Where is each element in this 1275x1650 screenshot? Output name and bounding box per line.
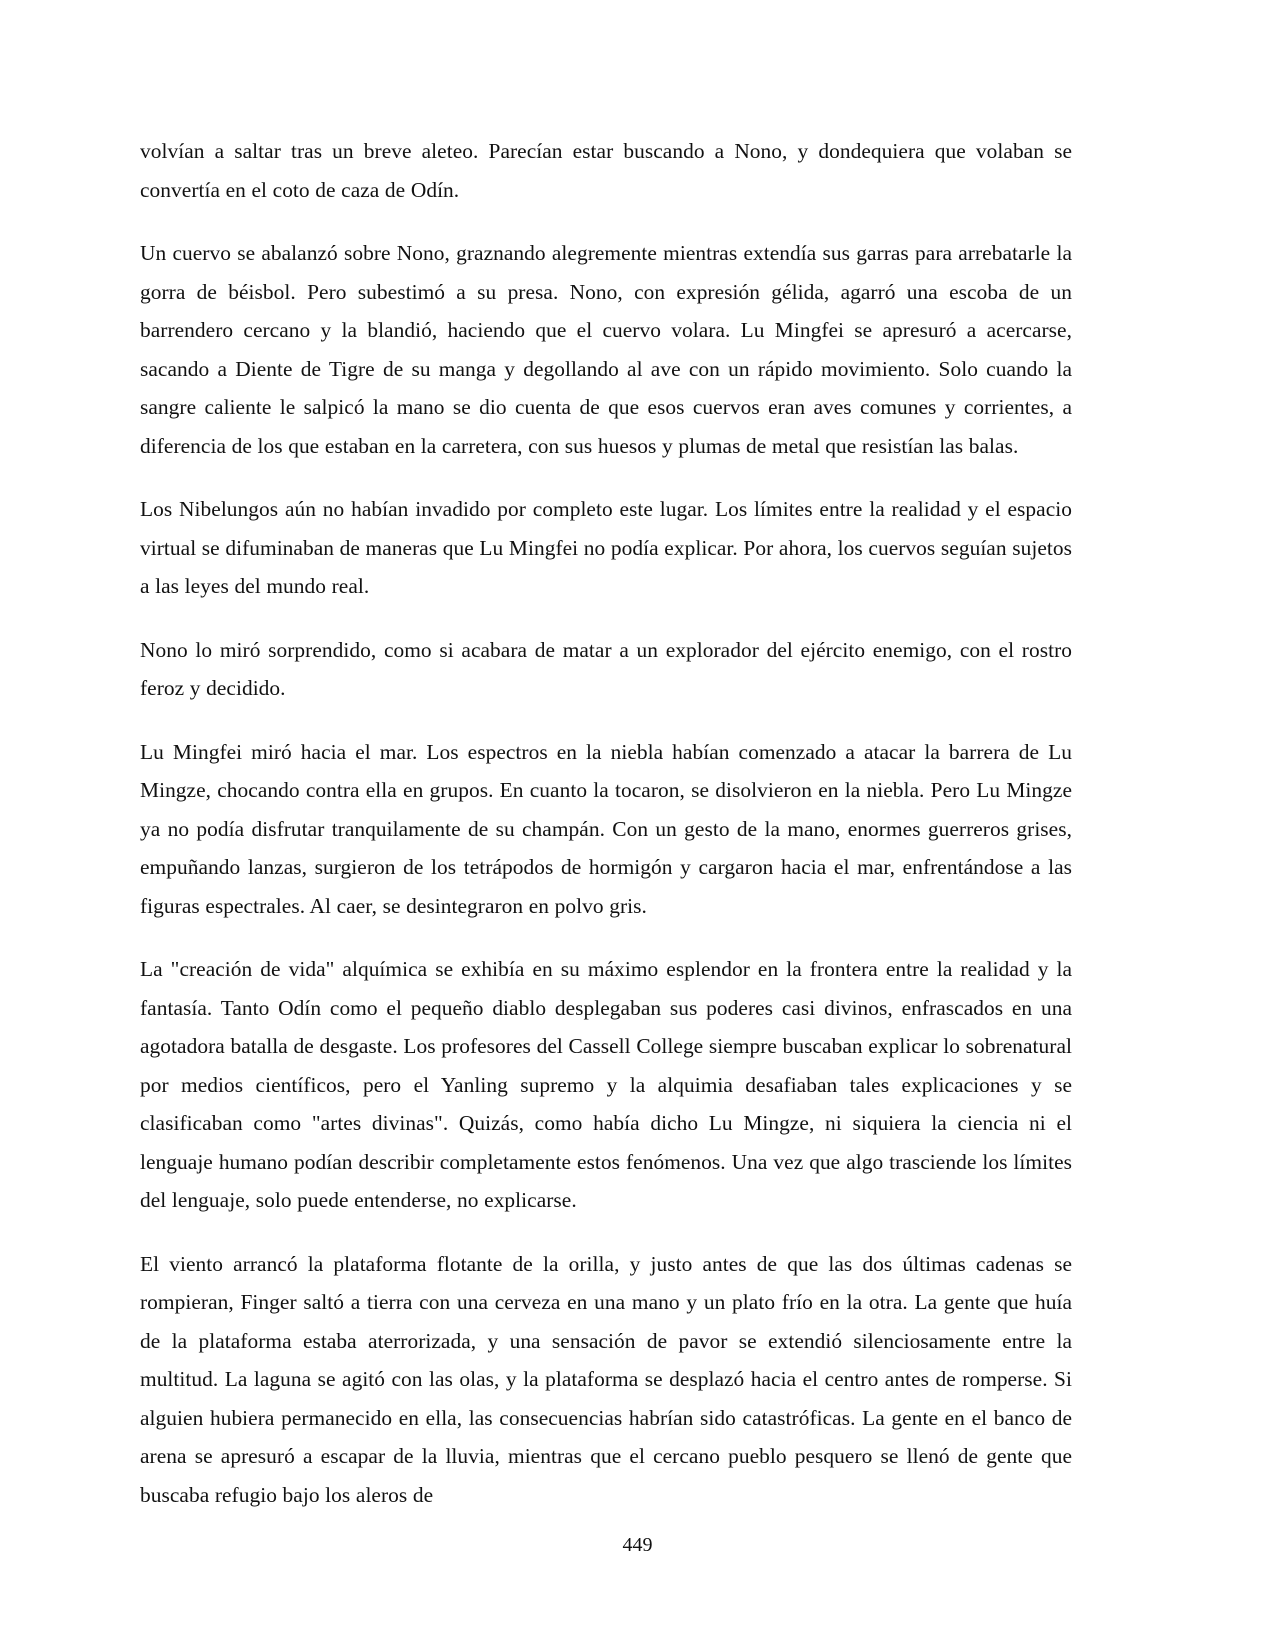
paragraph: Lu Mingfei miró hacia el mar. Los espectros en la niebla habían comenzado a atacar la barrera de Lu Mingze, chocando contra ella en grupos. En cuanto la tocaron, se disolvieron en la niebla. Pero Lu Mingze ya no podía disfrutar tranquilamente de su champán. Con un gesto de la mano, enormes guerreros grises, empuñando lanzas, surgieron de los tetrápodos de hormigón y cargaron hacia el mar, enfrentándose a las figuras espectrales. Al caer, se desintegraron en polvo gris. bbox=[140, 739, 1072, 918]
text-column bbox=[140, 132, 1072, 1514]
paragraph: volvían a saltar tras un breve aleteo. Parecían estar buscando a Nono, y dondequiera que volaban se convertía en el coto de caza de Odín. bbox=[140, 139, 1072, 202]
paragraph: La "creación de vida" alquímica se exhibía en su máximo esplendor en la frontera entre la realidad y la fantasía. Tanto Odín como el pequeño diablo desplegaban sus poderes casi divinos, enfrascados en una agotadora batalla de desgaste. Los profesores del Cassell College siempre buscaban explicar lo sobrenatural por medios científicos, pero el Yanling supremo y la alquimia desafiaban tales explicaciones y se clasificaban como "artes divinas". Quizás, como había dicho Lu Mingze, ni siquiera la ciencia ni el lenguaje humano podían describir completamente estos fenómenos. Una vez que algo trasciende los límites del lenguaje, solo puede entenderse, no explicarse. bbox=[140, 957, 1072, 1212]
paragraph: El viento arrancó la plataforma flotante de la orilla, y justo antes de que las dos últimas cadenas se rompieran, Finger saltó a tierra con una cerveza en una mano y un plato frío en la otra. La gente que huía de la plataforma estaba aterrorizada, y una sensación de pavor se extendió silenciosamente entre la multitud. La laguna se agitó con las olas, y la plataforma se desplazó hacia el centro antes de romperse. Si alguien hubiera permanecido en ella, las consecuencias habrían sido catastróficas. La gente en el banco de arena se apresuró a escapar de la lluvia, mientras que el cercano pueblo pesquero se llenó de gente que buscaba refugio bajo los aleros de bbox=[140, 1251, 1072, 1507]
paragraph: Nono lo miró sorprendido, como si acabara de matar a un explorador del ejército enemigo, con el rostro feroz y decidido. bbox=[140, 637, 1072, 700]
page-number: 449 bbox=[622, 1534, 653, 1556]
paragraph: Los Nibelungos aún no habían invadido por completo este lugar. Los límites entre la realidad y el espacio virtual se difuminaban de maneras que Lu Mingfei no podía explicar. Por ahora, los cuervos seguían sujetos a las leyes del mundo real. bbox=[140, 497, 1072, 598]
paragraph: Un cuervo se abalanzó sobre Nono, graznando alegremente mientras extendía sus garras para arrebatarle la gorra de béisbol. Pero subestimó a su presa. Nono, con expresión gélida, agarró una escoba de un barrendero cercano y la blandió, haciendo que el cuervo volara. Lu Mingfei se apresuró a acercarse, sacando a Diente de Tigre de su manga y degollando al ave con un rápido movimiento. Solo cuando la sangre caliente le salpicó la mano se dio cuenta de que esos cuervos eran aves comunes y corrientes, a diferencia de los que estaban en la carretera, con sus huesos y plumas de metal que resistían las balas. bbox=[140, 241, 1072, 458]
